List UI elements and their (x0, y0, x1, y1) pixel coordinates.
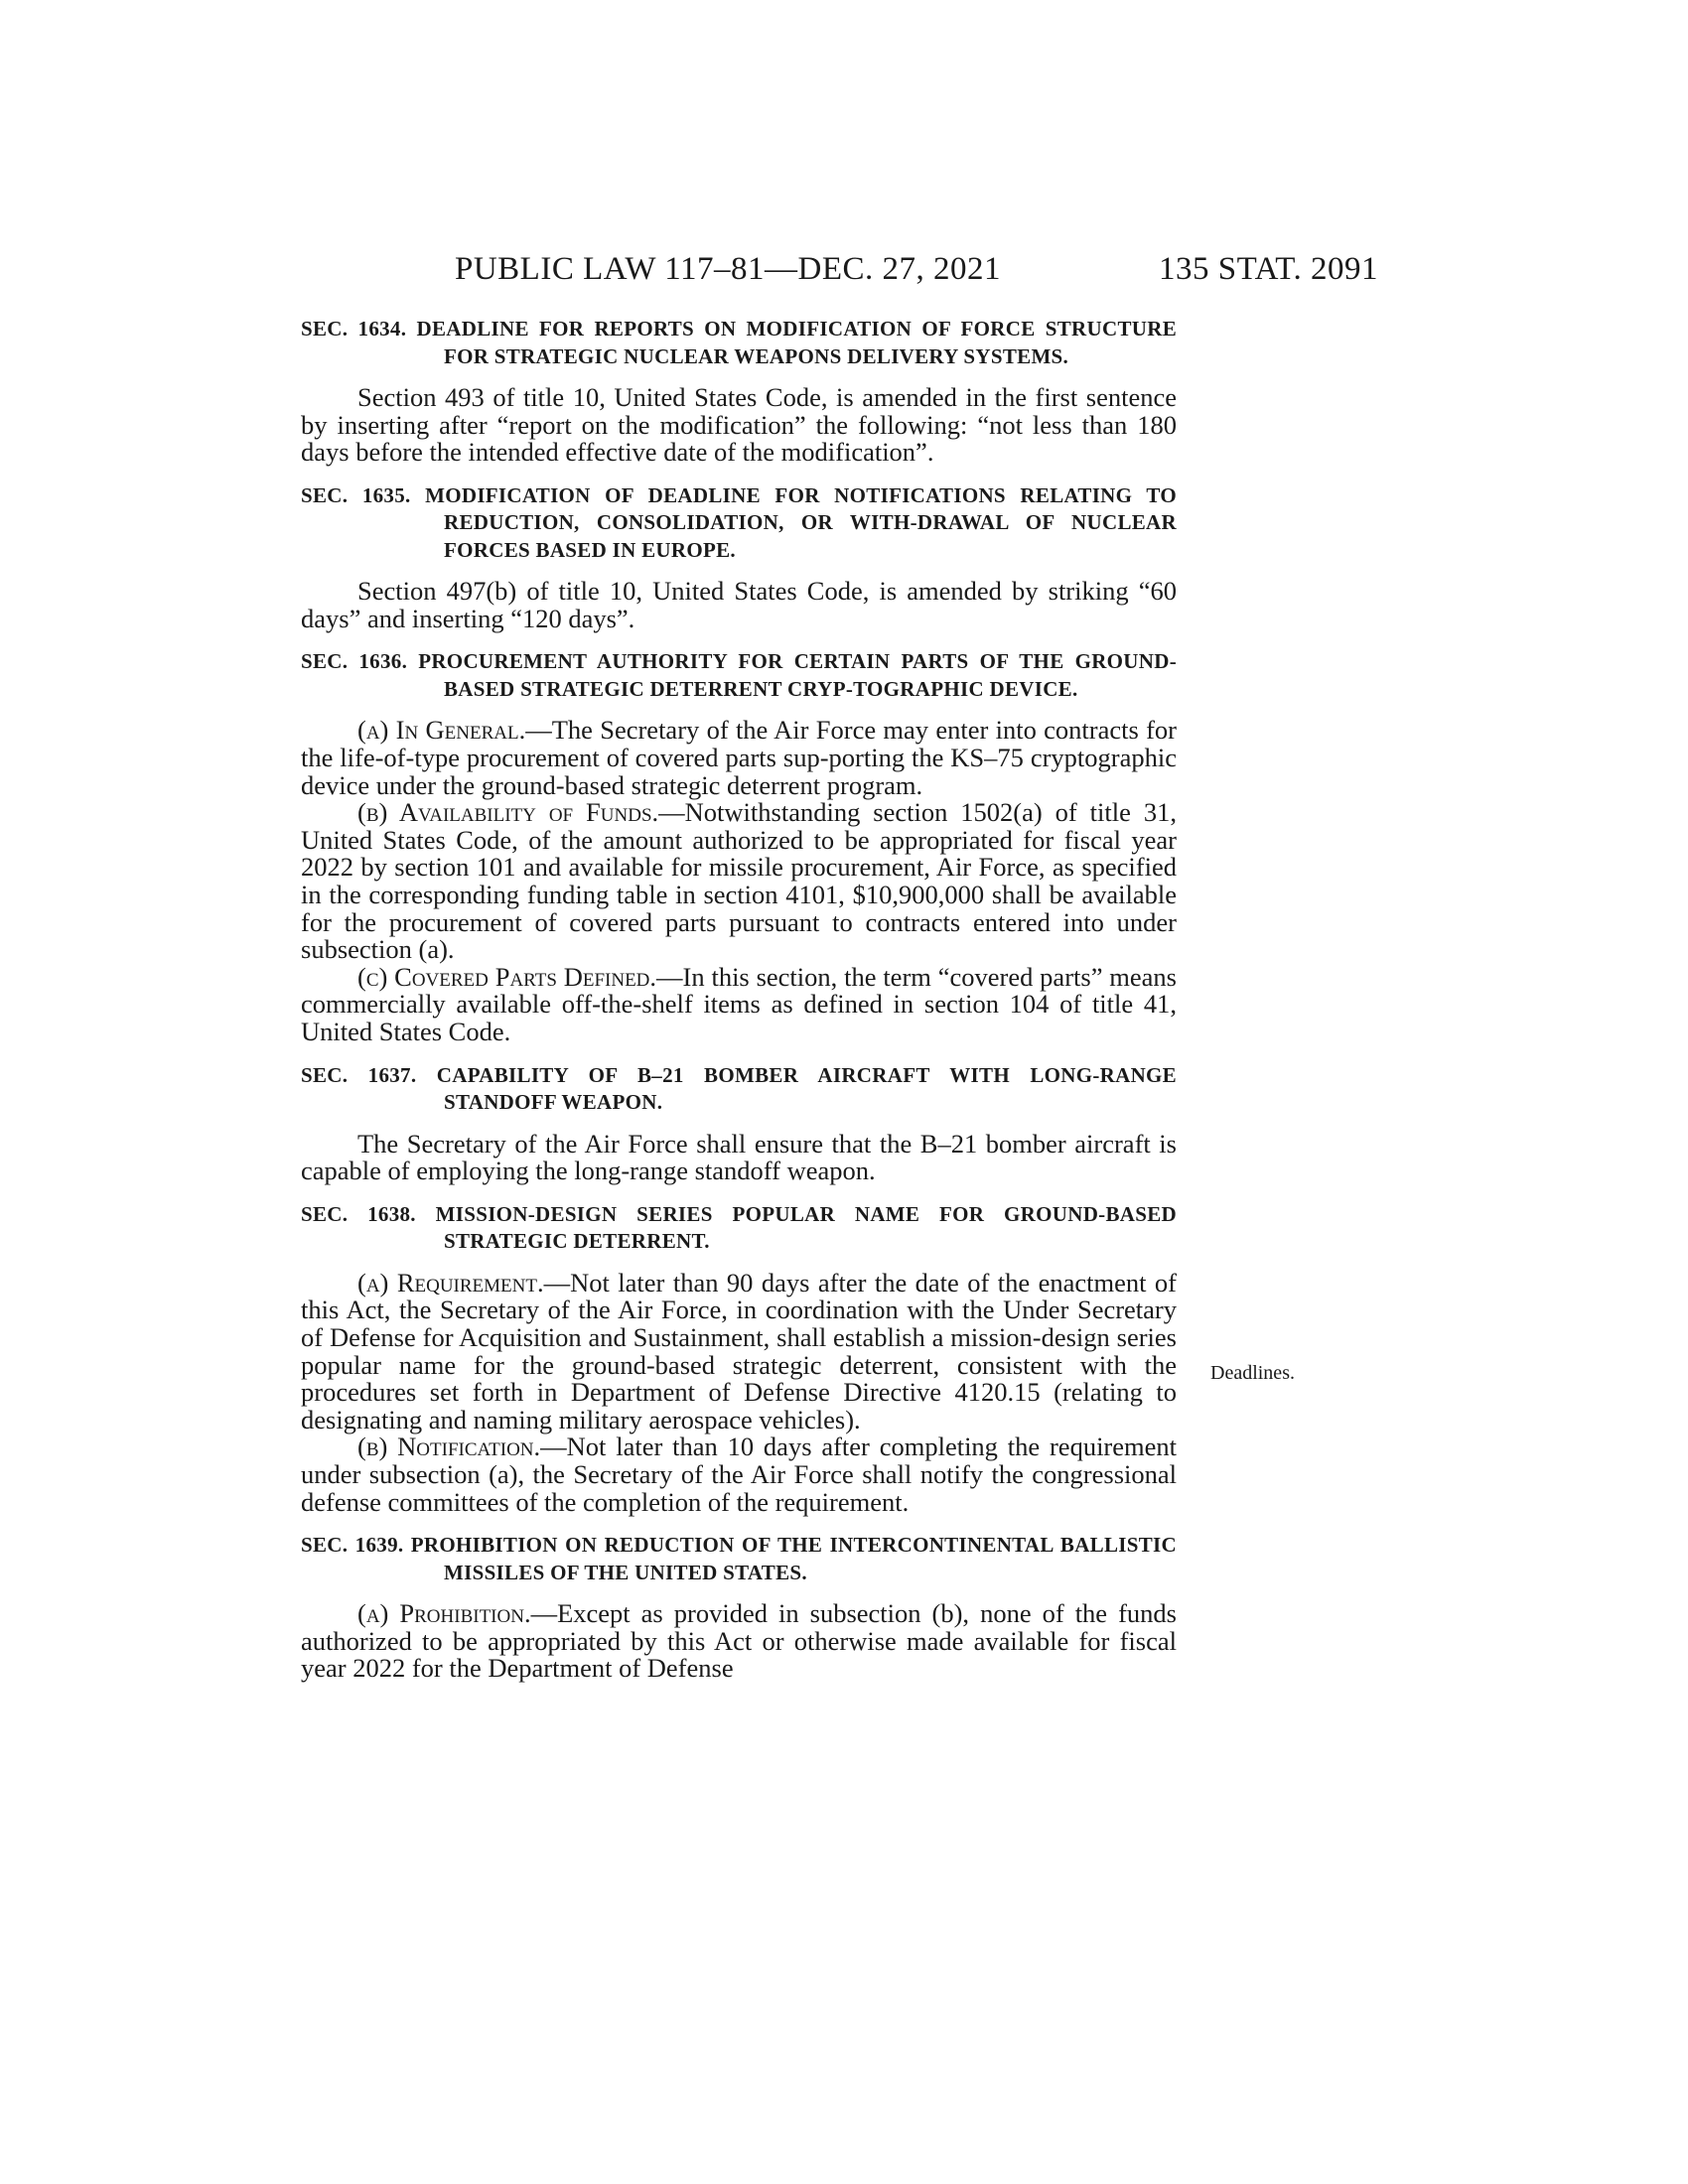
subsection-a: (a) In General.—The Secretary of the Air Force may enter into contracts for the life-of-type procurement of covered parts sup-porting the KS–75 cryptographic device under the ground-based strategic deterrent program. (301, 715, 1177, 800)
section-1636 (301, 648, 1177, 1045)
subsection-a: (a) Requirement.—Not later than 90 days after the date of the enactment of this Act, the Secretary of the Air Force, in coordination with the Under Secretary of Defense for Acquisition and Sustainment, shall establish a mission-design series popular name for the ground-based strategic deterrent, consistent with the procedures set forth in Department of Defense Directive 4120.15 (relating to designating and naming military aerospace vehicles). (301, 1267, 1178, 1434)
subsection-lead: (a) Requirement. (357, 1267, 544, 1297)
subsection-lead: (b) Notification. (357, 1432, 541, 1462)
subsection-lead: (a) In General. (357, 715, 526, 746)
subsection-b: (b) Availability of Funds.—Notwithstanding section 1502(a) of title 31, United States Code, of the amount authorized to be appropriated for fiscal year 2022 by section 101 and available for missile procurement, Air Force, as specified in the corresponding funding table in section 4101, $10,900,000 shall be available for the procurement of covered parts pursuant to contracts entered into under subsection (a). (301, 797, 1177, 965)
paragraph: The Secretary of the Air Force shall ensure that the B–21 bomber aircraft is capable of employing the long-range standoff weapon. (301, 1128, 1177, 1186)
page-reference: 135 STAT. 2091 (1158, 251, 1378, 287)
section-1634 (301, 316, 1177, 467)
running-title: PUBLIC LAW 117–81—DEC. 27, 2021 (454, 251, 1002, 287)
subsection-lead: (a) Prohibition. (357, 1598, 531, 1629)
document-body (301, 316, 1177, 1683)
section-heading: SEC. 1637. CAPABILITY OF B–21 BOMBER AIRCRAFT WITH LONG-RANGE STANDOFF WEAPON. (301, 1062, 1177, 1115)
section-heading: SEC. 1635. MODIFICATION OF DEADLINE FOR NOTIFICATIONS RELATING TO REDUCTION, CONSOLIDATION, OR WITH-DRAWAL OF NUCLEAR FORCES BASED IN EUROPE. (301, 482, 1177, 562)
section-heading: SEC. 1636. PROCUREMENT AUTHORITY FOR CERTAIN PARTS OF THE GROUND-BASED STRATEGIC DETERRENT CRYP-TOGRAPHIC DEVICE. (301, 649, 1177, 701)
subsection-c: (c) Covered Parts Defined.—In this section, the term “covered parts” means commercially available off-the-shelf items as defined in section 104 of title 41, United States Code. (301, 961, 1177, 1046)
section-heading: SEC. 1634. DEADLINE FOR REPORTS ON MODIFICATION OF FORCE STRUCTURE FOR STRATEGIC NUCLEAR WEAPONS DELIVERY SYSTEMS. (301, 317, 1177, 368)
section-1638 (301, 1201, 1177, 1516)
subsection-a: (a) Prohibition.—Except as provided in subsection (b), none of the funds authorized to be appropriated by this Act or otherwise made available for fiscal year 2022 for the Department of Defense (301, 1598, 1177, 1684)
section-heading: SEC. 1639. PROHIBITION ON REDUCTION OF THE INTERCONTINENTAL BALLISTIC MISSILES OF THE UNITED STATES. (301, 1533, 1177, 1584)
running-head (301, 244, 1378, 294)
section-1639 (301, 1532, 1177, 1683)
section-1637 (301, 1062, 1177, 1185)
subsection-lead: (b) Availability of Funds. (357, 797, 659, 828)
margin-note: Deadlines. (1210, 1362, 1295, 1384)
subsection-b: (b) Notification.—Not later than 10 days after completing the requirement under subsection (a), the Secretary of the Air Force shall notify the congressional defense committees of the completion of the requirement. (301, 1432, 1178, 1517)
subsection-lead: (c) Covered Parts Defined. (357, 961, 657, 992)
section-1635 (301, 482, 1177, 633)
paragraph: Section 493 of title 10, United States Code, is amended in the first sentence by inserting after “report on the modification” the following: “not less than 180 days before the intended effective date of the modification”. (301, 382, 1177, 468)
paragraph: Section 497(b) of title 10, United States Code, is amended by striking “60 days” and inserting “120 days”. (301, 576, 1177, 633)
section-heading: SEC. 1638. MISSION-DESIGN SERIES POPULAR NAME FOR GROUND-BASED STRATEGIC DETERRENT. (301, 1201, 1177, 1254)
